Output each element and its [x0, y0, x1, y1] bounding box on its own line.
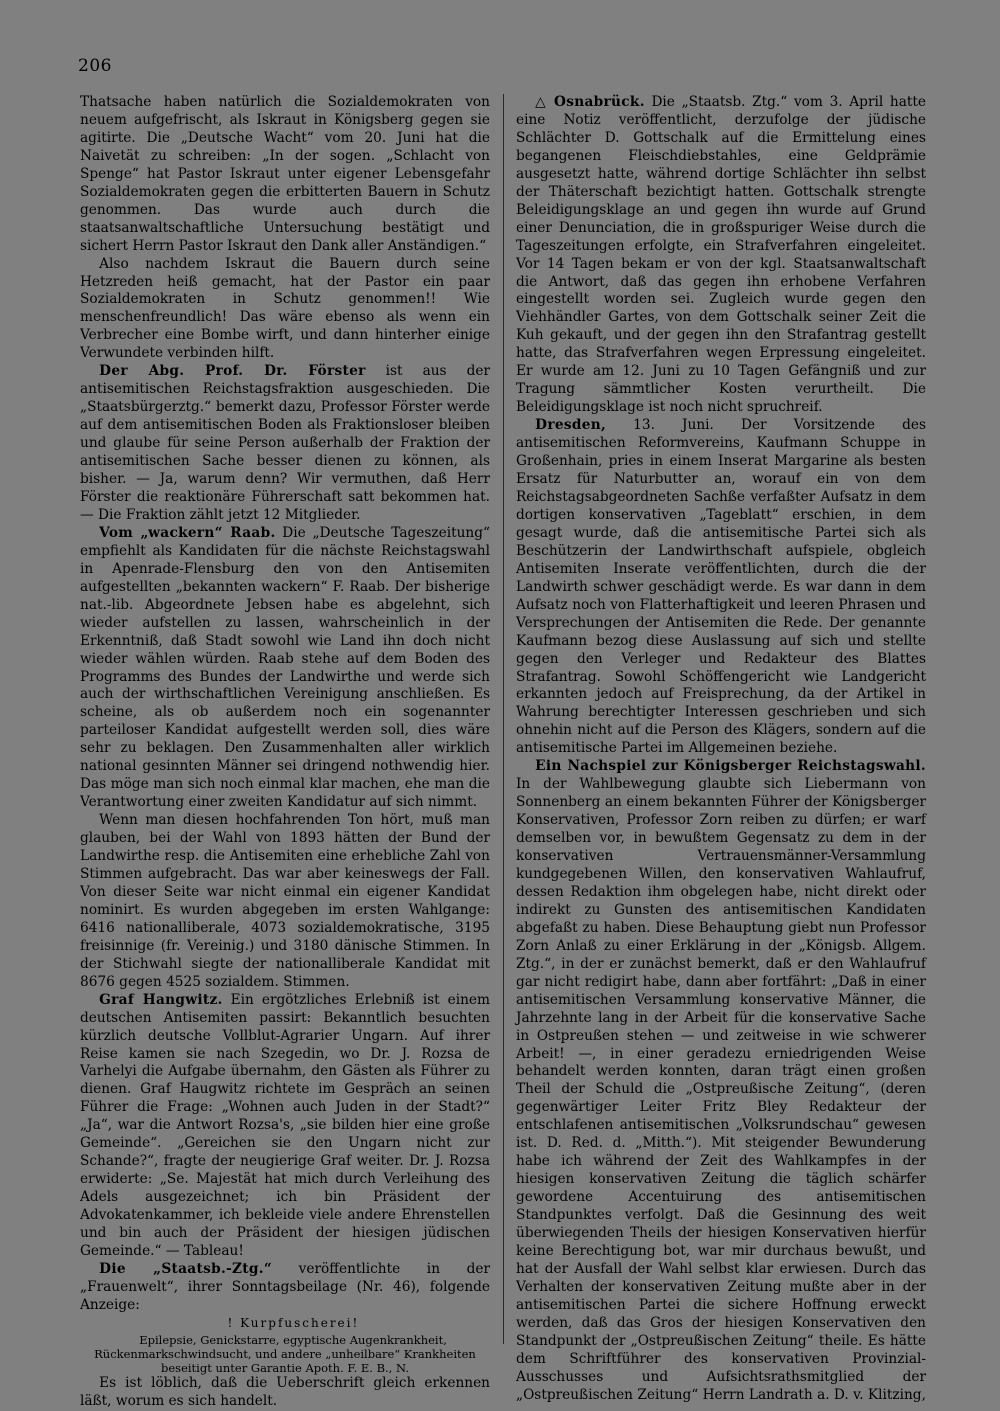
article-heading-osnabrueck: Osnabrück.: [554, 94, 645, 110]
article-text-dresden: 13. Juni. Der Vorsitzende des antisemitischen Reformvereins, Kaufmann Schuppe in Großenhain, pries in einem Inserat Margarine als besten Ersatz für Naturbutter an, worauf ein von dem Reichstagsabgeordneten Sachße verfaßter Aufsatz in dem dortigen konservativen „Tageblatt“ erschien, in dem gesagt wurde, daß die antisemitische Partei sich als Beschützerin der Landwirthschaft aufspiele, obgleich Antisemiten Inserate veröffentlichten, durch die der Landwirth schwer geschädigt werde. Es war dann in dem Aufsatz noch von Flatterhaftigkeit und leeren Phrasen und Versprechungen der Antisemiten die Rede. Der genannte Kaufmann bezog diese Auslassung auf sich und stellte gegen den Verleger und Redakteur des Blattes Strafantrag. Sowohl Schöffengericht wie Landgericht erkannten jedoch auf Freisprechung, da der Artikel in Wahrung berechtigter Interessen geschrieben und sich ohnehin nicht auf die Person des Klägers, sondern auf die antisemitische Partei im Allgemeinen beziehe.: [516, 417, 926, 757]
paragraph-iskraut-comment: Also nachdem Iskraut die Bauern durch seine Hetzreden heiß gemacht, hat der Pastor ein paar Sozialdemokraten in Schutz genommen!! Wie menschenfreundlich! Das wäre ebenso als wenn ein Verbrecher eine Bombe wirft, und dann hinterher einige Verwundete verbinden hilft.: [80, 255, 490, 362]
advert-body: Epilepsie, Genickstarre, egyptische Augenkrankheit, Rückenmarkschwindsucht, und andere „unheilbare“ Krankheiten beseitigt unter Garantie Apoth. F. E. B., N.: [94, 1332, 476, 1375]
article-heading-staatsb: Die „Staatsb.-Ztg.“: [99, 1260, 273, 1277]
article-text-raab: Die „Deutsche Tageszeitung“ empfiehlt als Kandidaten für die nächste Reichstagswahl in Apenrade-Flensburg den von den Antisemiten aufgestellten „bekannten wackern“ F. Raab. Der bisherige nat.-lib. Abgeordnete Jebsen habe es abgelehnt, sich wieder aufstellen zu lassen, wahrscheinlich in der Erkenntniß, daß Stadt sowohl wie Land ihn doch nicht wieder wählen würden. Raab stehe auf dem Boden des Programms des Bundes der Landwirthe und werde sich auch der wirthschaftlichen Vereinigung anschließen. Es scheine, als ob außerdem noch ein sogenannter parteiloser Kandidat aufgestellt werden soll, dies wäre sehr zu beklagen. Den Zusammenhalten aller wirklich national gesinnten Männer sei dringend nothwendig hier. Das möge man sich noch einmal klar machen, ehe man die Verantwortung einer zweiten Kandidatur auf sich nimmt.: [80, 524, 490, 811]
article-heading-dresden: Dresden,: [535, 417, 607, 434]
advert-heading: ! Kurpfuscherei!: [227, 1315, 360, 1330]
article-heading-raab: Vom „wackern“ Raab.: [99, 524, 276, 541]
article-staatsb: [80, 1261, 490, 1315]
article-heading-koenigsberg: Ein Nachspiel zur Königsberger Reichstagswahl.: [535, 758, 926, 775]
article-text-foerster: ist aus der antisemitischen Reichstagsfraktion ausgeschieden. Die „Staatsbürgerztg.“ bemerkt dazu, Professor Förster werde auf dem antisemitischen Boden als Fraktionsloser bleiben und glaube für seine Person außerhalb der Fraktion der antisemitischen Sache besser dienen zu können, als bisher. — Ja, warum denn? Wir vermuthen, daß Herr Förster die reaktionäre Führerschaft satt bekommen hat. — Die Fraktion zählt jetzt 12 Mitglieder.: [80, 363, 490, 523]
left-column: [80, 94, 490, 1411]
column-divider: [503, 94, 504, 1344]
article-text-koenigsberg: In der Wahlbewegung glaubte sich Liebermann von Sonnenberg an einem bekannten Führer der Königsberger Konservativen, Professor Zorn reiben zu dürfen; er warf demselben vor, in bewußtem Gegensatz zu dem in der konservativen Vertrauensmänner-Versammlung kundgegebenen Willen, den konservativen Wahlaufruf, dessen Redaktion ihm obgelegen habe, nicht direkt oder indirekt zu Gunsten des antisemitischen Kandidaten abgefaßt zu haben. Diese Behauptung giebt nun Professor Zorn Anlaß zu einer Erklärung in der „Königsb. Allgem. Ztg.“, in der er zunächst bemerkt, daß er den Wahlaufruf gar nicht redigirt habe, dann aber fortfährt: „Daß in einer antisemitischen Versammlung konservative Männer, die Jahrzehnte lang in der Arbeit für die konservative Sache in Ostpreußen stehen — und zeitweise in wie schwerer Arbeit! —, in einer geradezu erniedrigenden Weise behandelt werden konnten, daran trägt einen großen Theil der Schuld die „Ostpreußische Zeitung“, (deren gegenwärtiger Leiter Fritz Bley Redakteur der entschlafenen antisemitischen „Volksrundschau“ gewesen ist. D. Red. d. „Mitth.“). Mit steigender Bewunderung habe ich während der Zeit des Wahlkampfes in der hiesigen konservativen Zeitung die täglich schärfer gewordene Accentuirung des antisemitischen Standpunktes verfolgt. Daß die Gesinnung des weit überwiegenden Theils der hiesigen Konservativen hierfür keine Berechtigung bot, war mir durchaus bewußt, und hat der Ausfall der Wahl selbst klar erwiesen. Durch das Verhalten der konservativen Zeitung mußte aber in der antisemitischen Partei die sichere Hoffnung erweckt werden, daß das Gros der hiesigen Konservativen den Standpunkt der „Ostpreußischen Zeitung“ theile. Es hätte dem Schriftführer des konservativen Provinzial-Ausschusses und Aufsichtsrathsmitglied der „Ostpreußischen Zeitung“ Herrn Landrath a. D. v. Klitzing,: [516, 776, 926, 1403]
article-heading-foerster: Der Abg. Prof. Dr. Förster: [99, 363, 366, 380]
article-text-staatsb: veröffentlichte in der „Frauenwelt“, ihrer Sonntagsbeilage (Nr. 46), folgende Anzeige:: [80, 1260, 490, 1313]
paragraph-iskraut: Thatsache haben natürlich die Sozialdemokraten von neuem aufgefrischt, als Iskraut in Königsberg gegen sie agitirte. Die „Deutsche Wacht“ vom 20. Juni hat die Naivetät zu schreiben: „In der sogen. „Schlacht von Spenge“ hat Pastor Iskraut unter eigener Lebensgefahr Sozialdemokraten gegen die erbitterten Bauern in Schutz genommen. Das wurde auch durch die staatsanwaltschaftliche Untersuchung bestätigt und sichert Herrn Pastor Iskraut den Dank aller Anständigen.“: [80, 94, 490, 254]
page-number: 206: [78, 56, 112, 76]
paragraph-closing-remark: Es ist löblich, daß die Ueberschrift gleich erkennen läßt, worum es sich handelt.: [80, 1374, 490, 1409]
article-osnabrueck: [516, 94, 926, 417]
article-haugwitz: [80, 992, 490, 1261]
paragraph-election-1893: Wenn man diesen hochfahrenden Ton hört, muß man glauben, bei der Wahl von 1893 hätten der Bund der Landwirthe resp. die Antisemiten eine erhebliche Zahl von Stimmen aufgebracht. Das war aber keineswegs der Fall. Von dieser Seite war nicht einmal ein eigener Kandidat nominirt. Es wurden abgegeben im ersten Wahlgange: 6416 nationalliberale, 4073 sozialdemokratische, 3195 freisinnige (fr. Vereinig.) und 3180 dänische Stimmen. In der Stichwahl siegte der nationalliberale Kandidat mit 8676 gegen 4525 sozialdem. Stimmen.: [80, 812, 490, 990]
article-foerster: [80, 363, 490, 525]
right-column: [516, 94, 926, 1405]
article-dresden: [516, 417, 926, 758]
article-raab: [80, 525, 490, 812]
article-koenigsberg: [516, 758, 926, 1404]
article-heading-haugwitz: Graf Hangwitz.: [99, 991, 223, 1008]
article-text-osnabrueck: Die „Staatsb. Ztg.“ vom 3. April hatte eine Notiz veröffentlicht, derzufolge der jüdische Schlächter D. Gottschalk auf die Ermittelung eines begangenen Fleischdiebstahles, eine Geldprämie ausgesetzt hatte, während dortige Schlächter ihn selbst der Thäterschaft bezichtigt hatten. Gottschalk strengte Beleidigungsklage an und gegen ihn wurde auf Grund einer Denunciation, die in großspuriger Weise durch die Tageszeitungen erfolgte, ein Strafverfahren eingeleitet. Vor 14 Tagen bekam er von der kgl. Staatsanwaltschaft die Antwort, daß das gegen ihn erhobene Verfahren eingestellt worden sei. Zugleich wurde gegen den Viehhändler Gartes, von dem Gottschalk seiner Zeit die Kuh gekauft, und der gegen ihn den Strafantrag gestellt hatte, das Strafverfahren wegen Erpressung eingeleitet. Er wurde am 12. Juni zu 10 Tagen Gefängniß und zur Tragung sämmtlicher Kosten verurtheilt. Die Beleidigungsklage ist noch nicht spruchreif.: [516, 94, 926, 416]
triangle-marker-icon: △: [535, 94, 549, 110]
article-text-haugwitz: Ein ergötzliches Erlebniß ist einem deutschen Antisemiten passirt: Bekanntlich besuchten kürzlich deutsche Vollblut-Agrarier Ungarn. Auf ihrer Reise kamen sie nach Szegedin, wo Dr. J. Rozsa de Varhelyi die Aufgabe übernahm, den Gästen als Führer zu dienen. Graf Haugwitz richtete im Gespräch an seinen Führer die Frage: „Wohnen auch Juden in der Stadt?“ „Ja“, war die Antwort Rozsa's, „sie bilden hier eine große Gemeinde“. „Gereichen sie den Ungarn nicht zur Schande?“, fragte der neugierige Graf weiter. Dr. J. Rozsa erwiderte: „Se. Majestät hat mich durch Verleihung des Adels ausgezeichnet; ich bin Präsident der Advokatenkammer, ich bekleide viele andere Ehrenstellen und bin auch der Präsident der hiesigen jüdischen Gemeinde.“ — Tableau!: [80, 991, 490, 1259]
